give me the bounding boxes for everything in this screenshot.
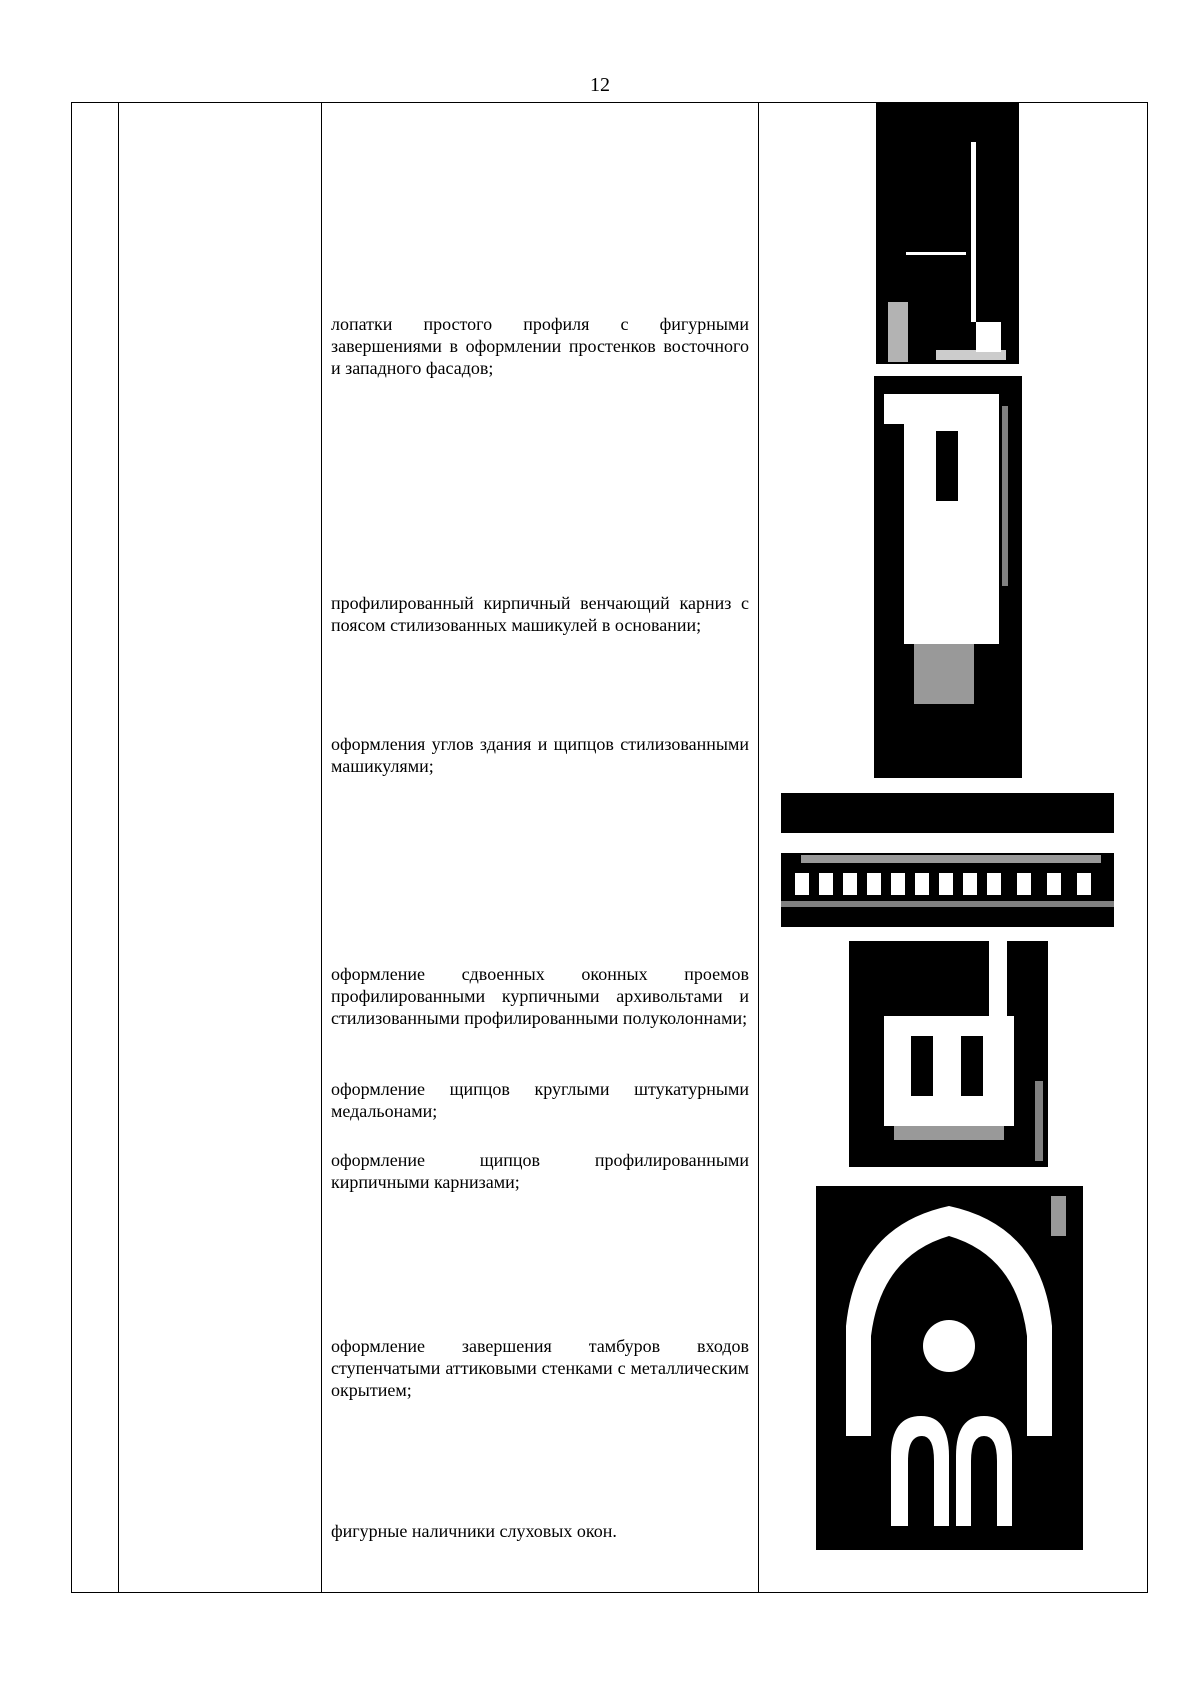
photo-gable	[816, 1186, 1083, 1550]
item-text-windows: оформление сдвоенных оконных проемов профилированными курпичными архивольтами и стилизованными профилированными полуколоннами;	[331, 964, 749, 1028]
column-divider-2	[321, 103, 322, 1592]
item-text-pilasters: лопатки простого профиля с фигурными завершениями в оформлении простенков восточного и западного фасадов;	[331, 314, 749, 378]
item-text-cornice: профилированный кирпичный венчающий карниз с поясом стилизованных машикулей в основании;	[331, 593, 749, 635]
item-text-medallions: оформление щипцов круглыми штукатурными медальонами;	[331, 1079, 749, 1121]
item-text-dormers: фигурные наличники слуховых окон.	[331, 1521, 617, 1541]
column-divider-1	[118, 103, 119, 1592]
photo-cornice	[874, 376, 1022, 778]
item-text-vestibules: оформление завершения тамбуров входов ступенчатыми аттиковыми стенками с металлическим окрытием;	[331, 1336, 749, 1400]
photo-windows	[849, 941, 1048, 1167]
photo-machicolations	[781, 793, 1114, 927]
item-text-gable-cornices: оформление щипцов профилированными кирпичными карнизами;	[331, 1150, 749, 1192]
item-text-corners: оформления углов здания и щипцов стилизованными машикулями;	[331, 734, 749, 776]
page-number: 12	[590, 74, 610, 96]
column-divider-3	[758, 103, 759, 1592]
photo-pilasters	[876, 102, 1019, 364]
